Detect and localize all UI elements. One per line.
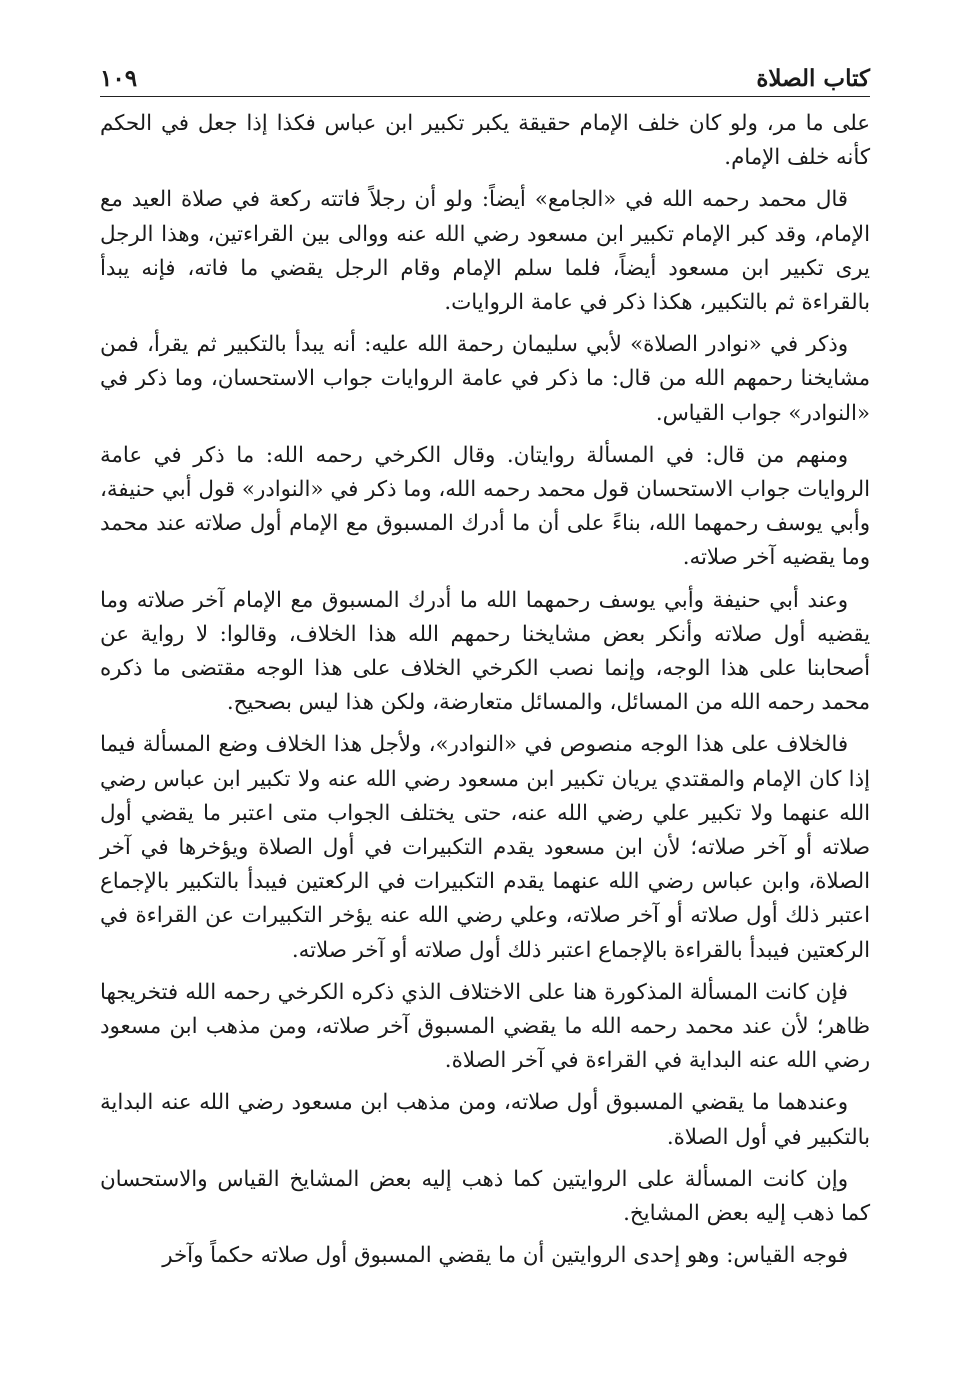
- paragraph: فالخلاف على هذا الوجه منصوص في «النوادر»، ولأجل هذا الخلاف وضع المسألة فيما إذا كان الإمام والمقتدي يريان تكبير ابن مسعود رضي الله عنه ولا تكبير ابن عباس رضي الله عنهما ولا تكبير علي رضي الله عنه، حتى يختلف الجواب متى اعتبر ما يقضي أول صلاته أو آخر صلاته؛ لأن ابن مسعود يقدم التكبيرات في أول الصلاة ويؤخرها في آخر الصلاة، وابن عباس رضي الله عنهما يقدم التكبيرات في الركعتين فيبدأ بالتكبير بالإجماع اعتبر ذلك أول صلاته أو آخر صلاته، وعلي رضي الله عنه يؤخر التكبيرات عن القراءة في الركعتين فيبدأ بالقراءة بالإجماع اعتبر ذلك أول صلاته أو آخر صلاته.: [100, 732, 870, 963]
- body-text: [100, 107, 870, 1274]
- paragraph: ومنهم من قال: في المسألة روايتان. وقال الكرخي رحمه الله: ما ذكر في عامة الروايات جواب الاستحسان قول محمد رحمه الله، وما ذكر في «النوادر» قول أبي حنيفة، وأبي يوسف رحمهما الله، بناءً على أن ما أدرك المسبوق مع الإمام أول صلاته عند محمد وما يقضيه آخر صلاته.: [100, 442, 870, 571]
- paragraph: وإن كانت المسألة على الروايتين كما ذهب إليه بعض المشايخ القياس والاستحسان كما ذهب إليه بعض المشايخ.: [100, 1166, 870, 1227]
- page-number: ١٠٩: [100, 65, 138, 92]
- paragraph: وعندهما ما يقضي المسبوق أول صلاته، ومن مذهب ابن مسعود رضي الله عنه البداية بالتكبير في أول الصلاة.: [100, 1090, 870, 1150]
- paragraph: على ما مر، ولو كان خلف الإمام حقيقة يكبر تكبير ابن عباس فكذا إذا جعل في الحكم كأنه خلف الإمام.: [100, 111, 870, 171]
- book-page: [100, 58, 870, 1378]
- paragraph: وذكر في «نوادر الصلاة» لأبي سليمان رحمة الله عليه: أنه يبدأ بالتكبير ثم يقرأ، فمن مشايخنا رحمهم الله من قال: ما ذكر في عامة الروايات جواب الاستحسان، وما ذكر في «النوادر» جواب القياس.: [100, 332, 870, 426]
- running-title: كتاب الصلاة: [756, 65, 870, 92]
- paragraph: وعند أبي حنيفة وأبي يوسف رحمهما الله ما أدرك المسبوق مع الإمام آخر صلاته وما يقضيه أول صلاته وأنكر بعض مشايخنا رحمهم الله هذا الخلاف، وقالوا: لا رواية عن أصحابنا على هذا الوجه، وإنما نصب الكرخي الخلاف على هذا الوجه مقتضى ما ذكره محمد رحمه الله من المسائل، والمسائل متعارضة، ولكن هذا ليس بصحيح.: [100, 587, 870, 716]
- paragraph: قال محمد رحمه الله في «الجامع» أيضاً: ولو أن رجلاً فاتته ركعة في صلاة العيد مع الإمام، وقد كبر الإمام تكبير ابن مسعود رضي الله عنه ووالى بين القراءتين، وهذا الرجل يرى تكبير ابن مسعود أيضاً، فلما سلم الإمام وقام الرجل يقضي ما فاته، فإنه يبدأ بالقراءة ثم بالتكبير، هكذا ذكر في عامة الروايات.: [100, 187, 870, 316]
- paragraph: فإن كانت المسألة المذكورة هنا على الاختلاف الذي ذكره الكرخي رحمه الله فتخريجها ظاهر؛ لأن عند محمد رحمه الله ما يقضي المسبوق آخر صلاته، ومن مذهب ابن مسعود رضي الله عنه البداية في القراءة في آخر الصلاة.: [100, 979, 870, 1074]
- paragraph: فوجه القياس: وهو إحدى الروايتين أن ما يقضي المسبوق أول صلاته حكماً وآخر: [162, 1243, 848, 1269]
- page-header: [100, 58, 870, 97]
